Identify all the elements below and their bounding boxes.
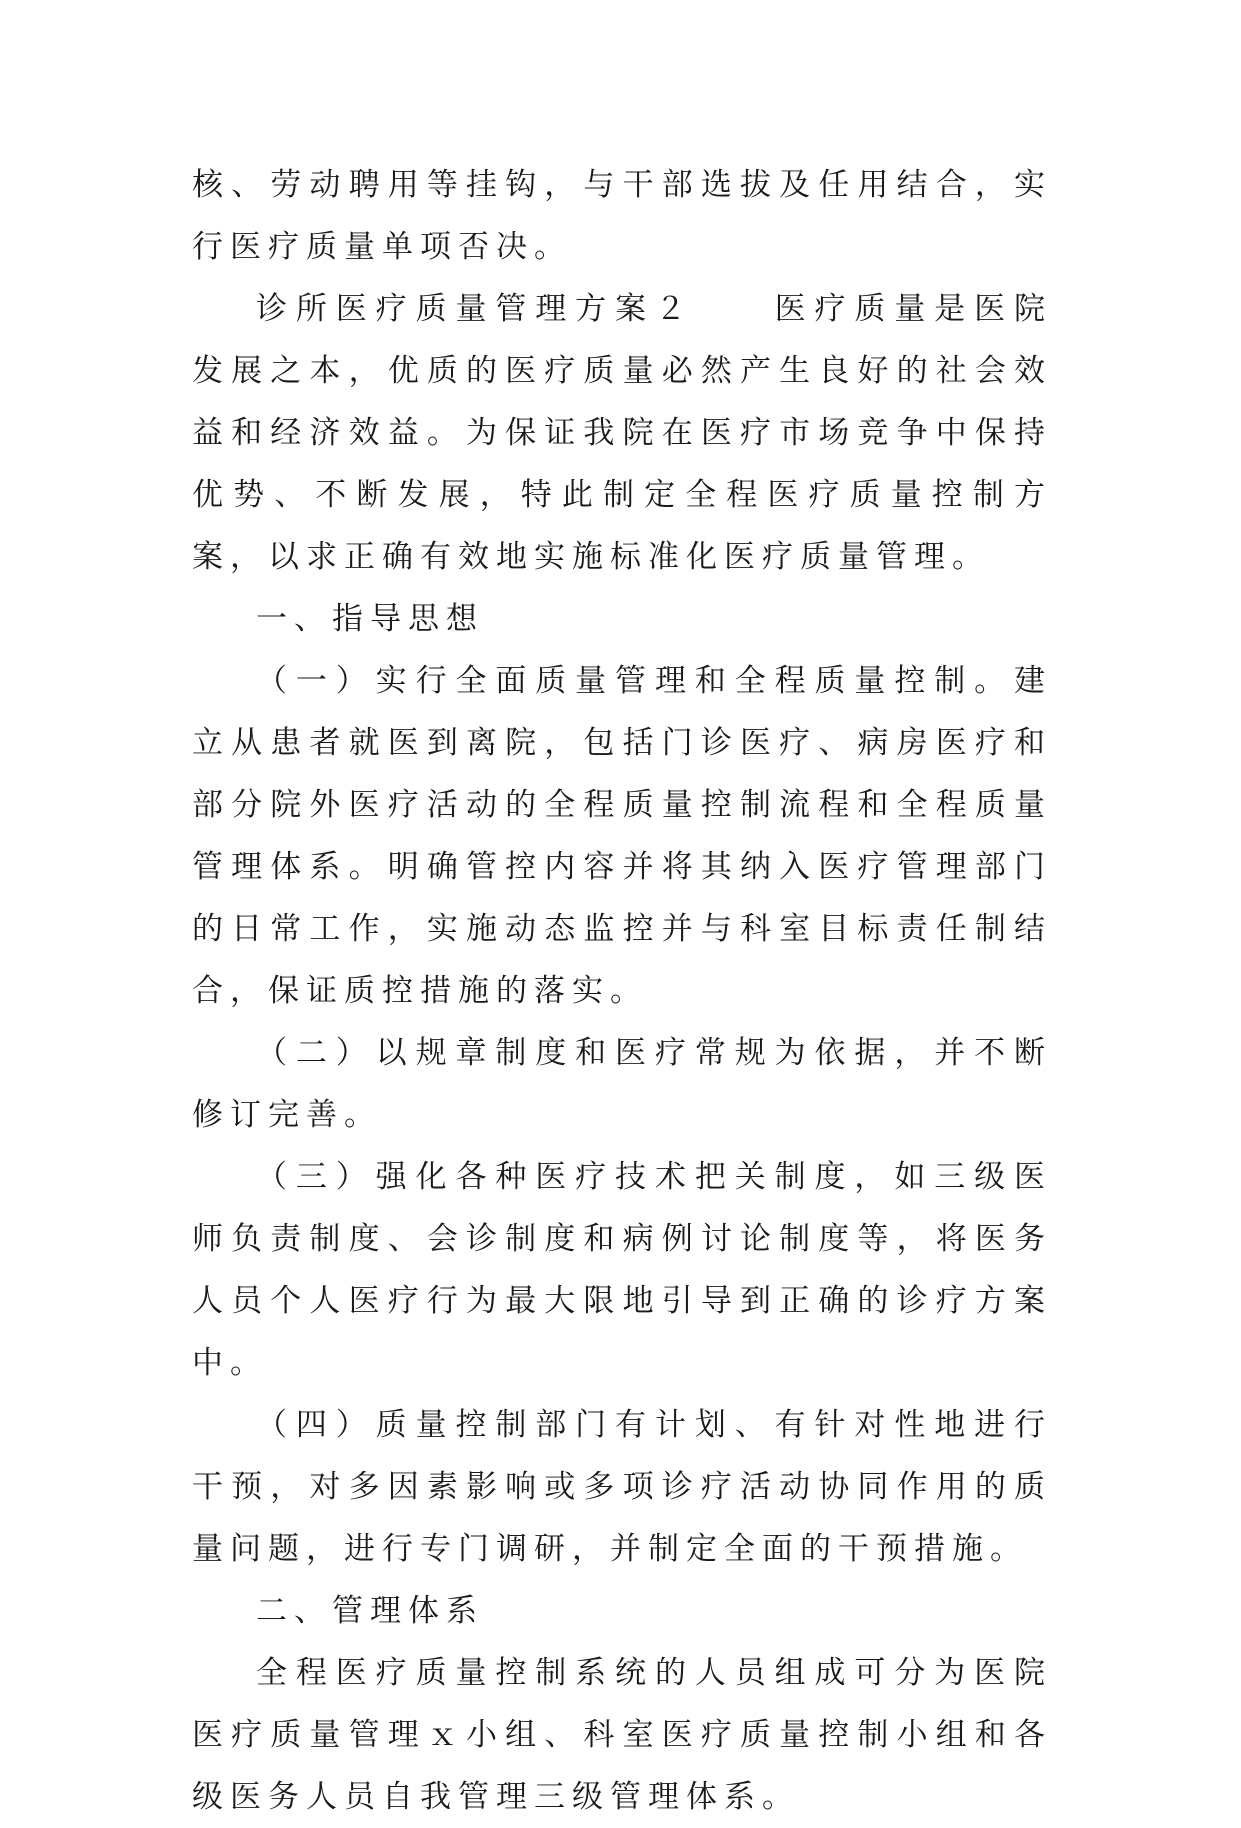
paragraph-plan-intro: 诊所医疗质量管理方案２ 医疗质量是医院发展之本，优质的医疗质量必然产生良好的社会效益和经济效益。为保证我院在医疗市场竞争中保持优势、不断发展，特此制定全程医疗质量控制方案，以求正确有效地实施标准化医疗质量管理。: [192, 291, 1052, 575]
paragraph-item-1: （一）实行全面质量管理和全程质量控制。建立从患者就医到离院，包括门诊医疗、病房医疗和部分院外医疗活动的全程质量控制流程和全程质量管理体系。明确管控内容并将其纳入医疗管理部门的日常工作，实施动态监控并与科室目标责任制结合，保证质控措施的落实。: [192, 663, 1052, 1009]
paragraph-management-system: 全程医疗质量控制系统的人员组成可分为医院医疗质量管理ｘ小组、科室医疗质量控制小组和各级医务人员自我管理三级管理体系。: [192, 1655, 1052, 1815]
document-body: [192, 154, 1052, 1828]
paragraph-item-2: （二）以规章制度和医疗常规为依据，并不断修订完善。: [192, 1035, 1052, 1133]
section-heading-management-system: 二、管理体系: [256, 1593, 484, 1629]
paragraph-item-4: （四）质量控制部门有计划、有针对性地进行干预，对多因素影响或多项诊疗活动协同作用的质量问题，进行专门调研，并制定全面的干预措施。: [192, 1407, 1052, 1567]
section-heading-guiding-ideology: 一、指导思想: [256, 601, 484, 637]
paragraph-continuation: 核、劳动聘用等挂钩，与干部选拔及任用结合，实行医疗质量单项否决。: [192, 167, 1052, 265]
paragraph-item-3: （三）强化各种医疗技术把关制度，如三级医师负责制度、会诊制度和病例讨论制度等，将医务人员个人医疗行为最大限地引导到正确的诊疗方案中。: [192, 1159, 1052, 1381]
